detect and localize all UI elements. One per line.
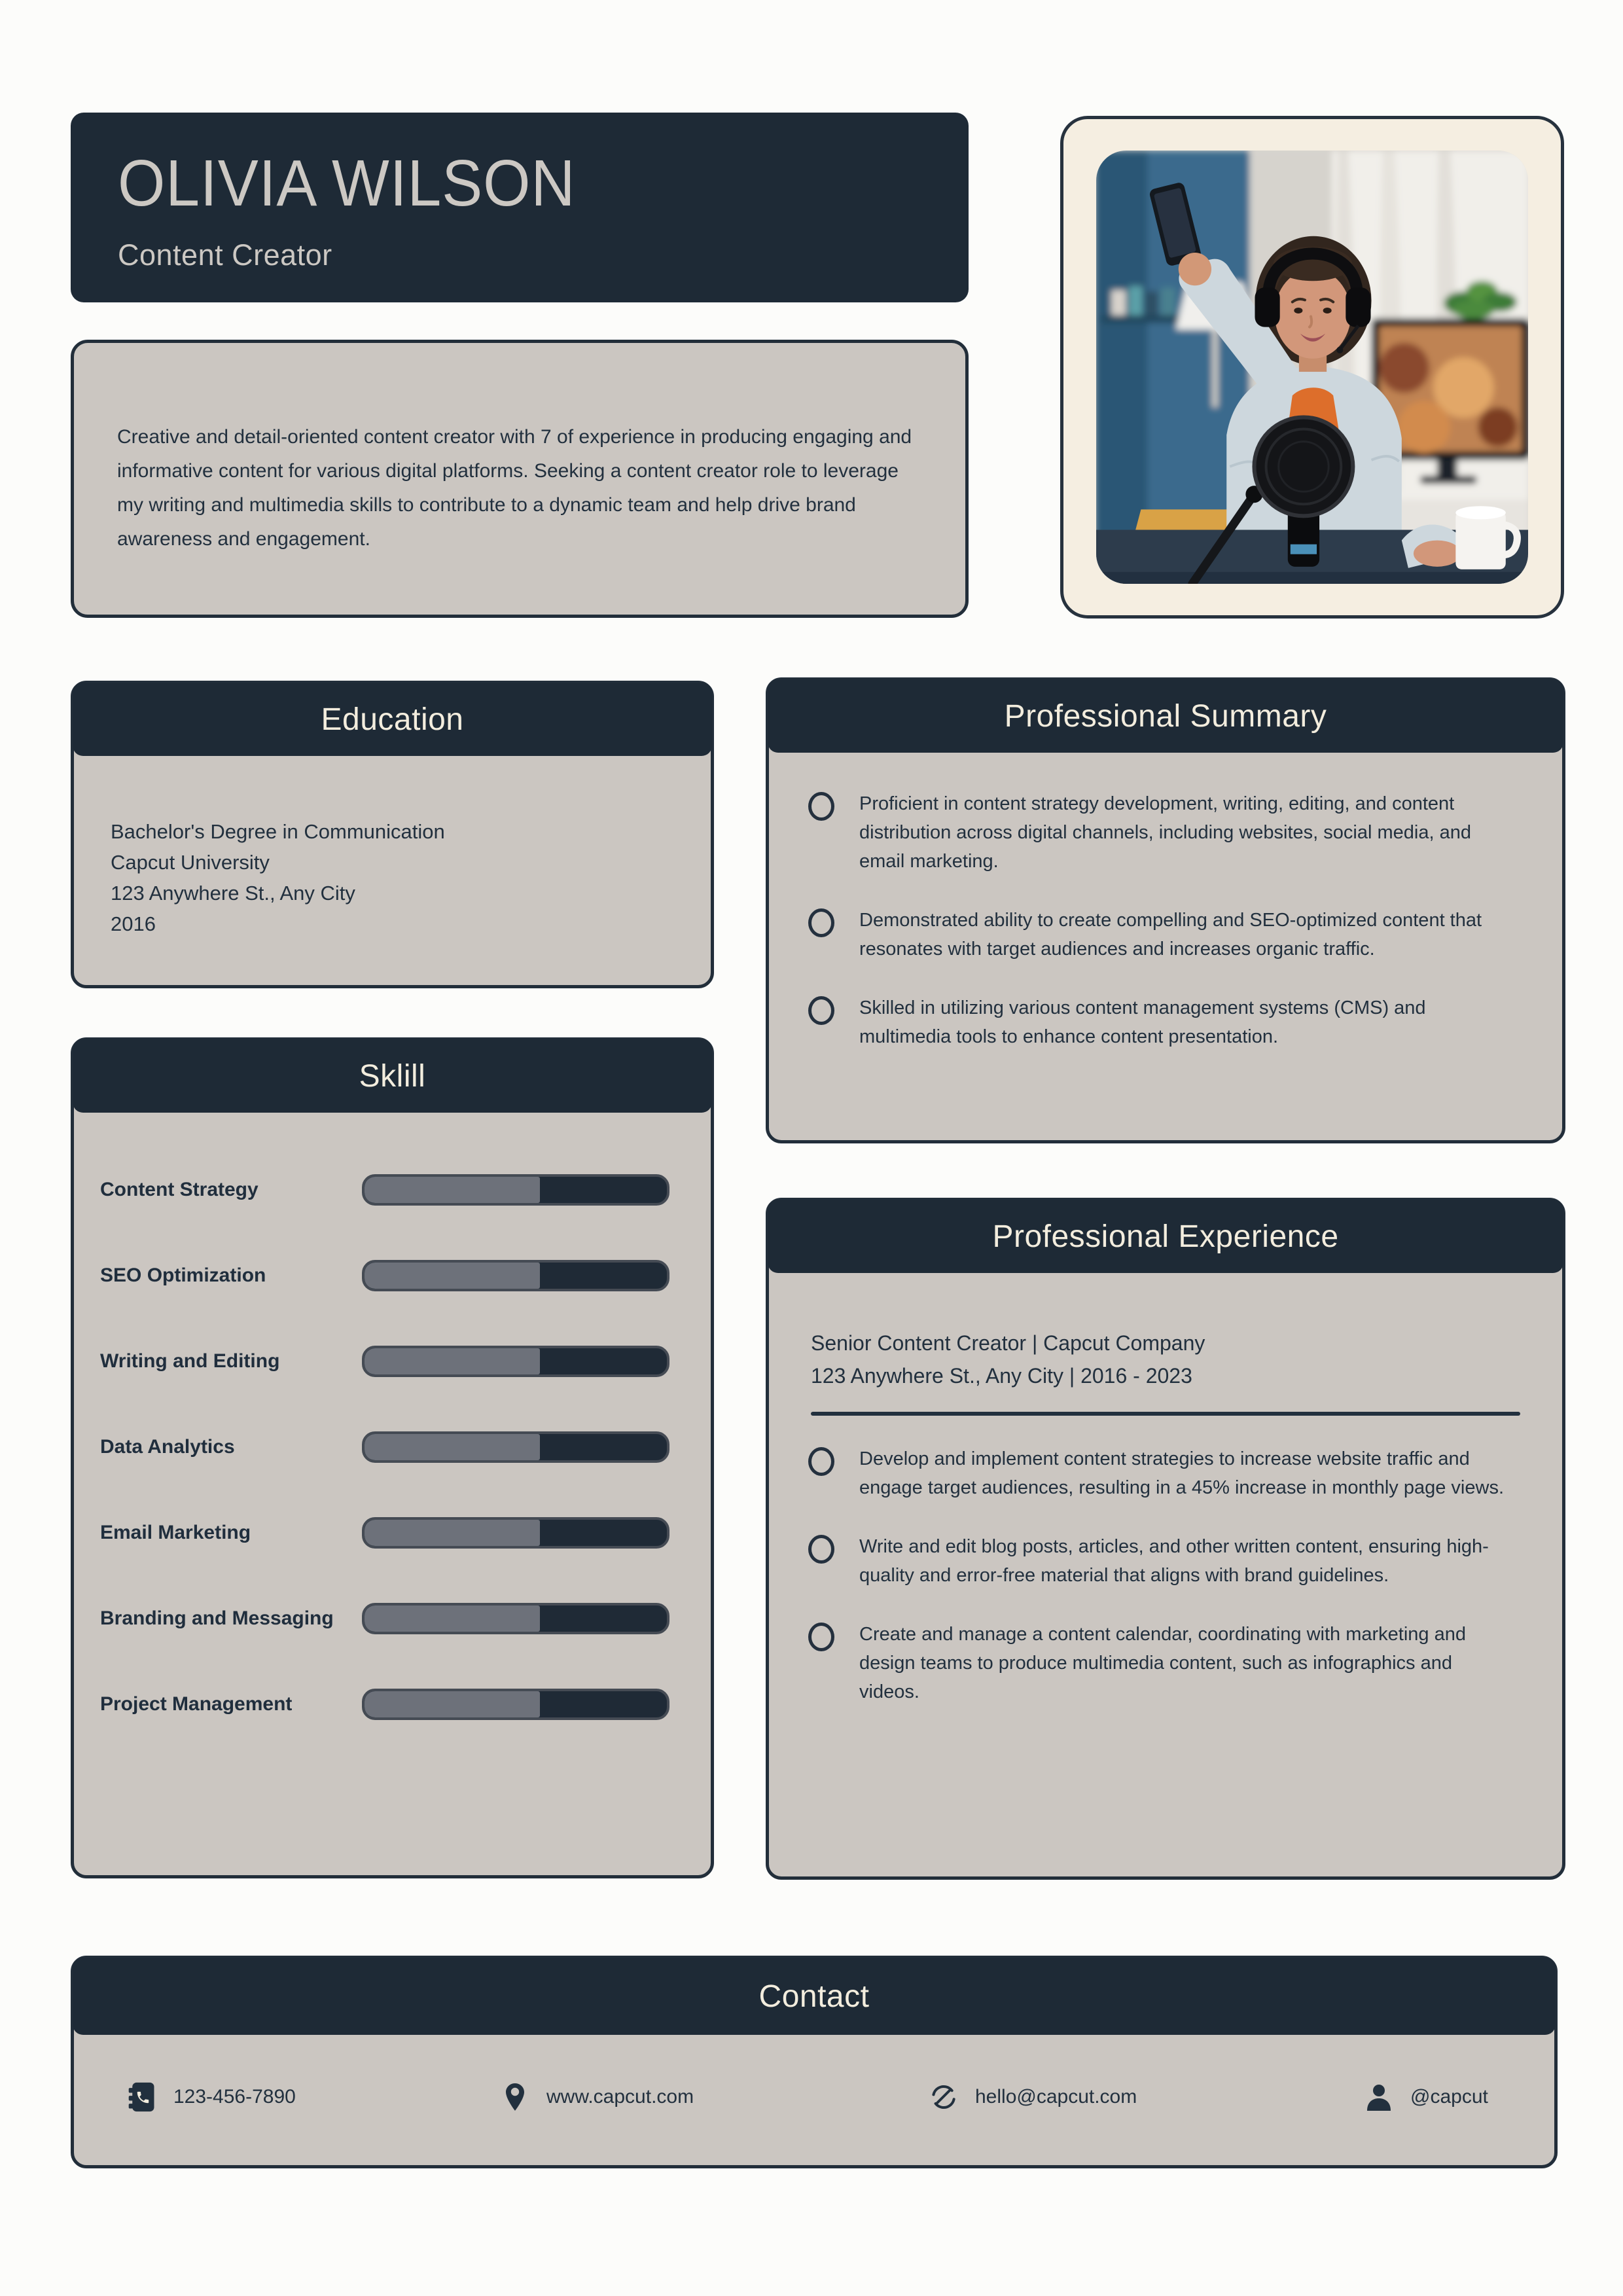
bullet-circle-icon	[808, 1535, 834, 1564]
experience-bullets	[769, 1416, 1562, 1706]
photo-illustration	[1096, 151, 1528, 584]
location-icon	[499, 2081, 531, 2113]
skill-bar-fill	[365, 1348, 540, 1374]
skill-bar	[362, 1346, 669, 1377]
skill-bar	[362, 1174, 669, 1206]
education-degree: Bachelor's Degree in Communication	[111, 820, 445, 843]
experience-role-block	[769, 1273, 1562, 1392]
experience-bullet: Develop and implement content strategies to increase website traffic and engage target audiences, resulting in a 45% increase in monthly page views.	[808, 1444, 1528, 1502]
professional-summary-header	[768, 679, 1563, 753]
contact-handle-text: @capcut	[1410, 2086, 1488, 2108]
skill-row: Writing and Editing	[74, 1318, 711, 1404]
contact-header	[73, 1958, 1556, 2035]
about-card	[71, 340, 969, 618]
professional-summary-bullets	[769, 753, 1562, 1051]
person-name: OLIVIA WILSON	[118, 147, 576, 220]
skill-bar-fill	[365, 1520, 540, 1546]
skills-list	[74, 1113, 711, 1747]
skill-bar	[362, 1517, 669, 1549]
skill-bar-fill	[365, 1605, 540, 1632]
experience-role-line: Senior Content Creator | Capcut Company	[811, 1331, 1205, 1355]
phone-icon	[126, 2081, 158, 2113]
experience-bullet: Write and edit blog posts, articles, and other written content, ensuring high-quality and error-free material that aligns with brand guidelines.	[808, 1532, 1528, 1590]
skills-title: Sklill	[359, 1058, 426, 1094]
profile-photo	[1096, 151, 1528, 584]
education-title: Education	[321, 702, 464, 737]
user-icon	[1363, 2081, 1395, 2113]
skill-row: Data Analytics	[74, 1404, 711, 1490]
about-text: Creative and detail-oriented content creator with 7 of experience in producing engaging and informative content for various digital platforms. Seeking a content creator role to leverage my writing and multimedia skills to contribute to a dynamic team and help drive brand awareness and engagement.	[117, 426, 912, 550]
summary-bullet: Skilled in utilizing various content management systems (CMS) and multimedia tools to enhance content presentation.	[808, 994, 1528, 1051]
contact-website-text: www.capcut.com	[546, 2086, 694, 2108]
skills-card	[71, 1037, 714, 1878]
skill-bar	[362, 1431, 669, 1463]
headphone-cup-left	[1255, 287, 1279, 327]
experience-card	[766, 1198, 1565, 1880]
experience-location-line: 123 Anywhere St., Any City | 2016 - 2023	[811, 1364, 1192, 1388]
contact-card	[71, 1956, 1558, 2168]
education-card	[71, 681, 714, 988]
bullet-circle-icon	[808, 792, 834, 821]
bullet-circle-icon	[808, 908, 834, 937]
education-header	[73, 683, 712, 756]
contact-phone-text: 123-456-7890	[173, 2086, 296, 2108]
skill-row: Project Management	[74, 1661, 711, 1747]
person-role: Content Creator	[118, 238, 332, 272]
contact-item-phone	[126, 2081, 296, 2113]
experience-header	[768, 1200, 1563, 1273]
summary-bullet: Demonstrated ability to create compelling and SEO-optimized content that resonates with target audiences and increases organic traffic.	[808, 906, 1528, 963]
contact-title: Contact	[758, 1979, 870, 2014]
skill-row: Email Marketing	[74, 1490, 711, 1575]
contact-body	[74, 2035, 1554, 2159]
bullet-circle-icon	[808, 1623, 834, 1651]
link-icon	[928, 2081, 959, 2113]
skill-row: SEO Optimization	[74, 1232, 711, 1318]
skill-bar	[362, 1689, 669, 1720]
contact-email-text: hello@capcut.com	[975, 2086, 1137, 2108]
contact-item-handle	[1363, 2081, 1488, 2113]
skill-row: Branding and Messaging	[74, 1575, 711, 1661]
skill-bar-fill	[365, 1263, 540, 1289]
skill-bar	[362, 1603, 669, 1634]
education-address: 123 Anywhere St., Any City	[111, 882, 355, 905]
experience-title: Professional Experience	[992, 1219, 1339, 1254]
profile-photo-card	[1060, 116, 1564, 619]
skill-bar-fill	[365, 1177, 540, 1203]
bullet-circle-icon	[808, 996, 834, 1025]
skill-bar	[362, 1260, 669, 1291]
education-year: 2016	[111, 912, 156, 935]
education-school: Capcut University	[111, 851, 270, 874]
contact-item-website	[499, 2081, 694, 2113]
skill-row: Content Strategy	[74, 1147, 711, 1232]
education-body	[74, 756, 711, 939]
name-header-card	[71, 113, 969, 302]
skill-bar-fill	[365, 1434, 540, 1460]
skills-header	[73, 1039, 712, 1113]
experience-bullet: Create and manage a content calendar, coordinating with marketing and design teams to produce multimedia content, such as infographics and videos.	[808, 1620, 1528, 1706]
hand	[1414, 541, 1461, 567]
professional-summary-title: Professional Summary	[1004, 698, 1327, 734]
headphone-cup-right	[1346, 287, 1370, 327]
professional-summary-card	[766, 677, 1565, 1143]
bullet-circle-icon	[808, 1447, 834, 1476]
contact-item-email	[928, 2081, 1137, 2113]
summary-bullet: Proficient in content strategy development, writing, editing, and content distribution across digital channels, including websites, social media, and email marketing.	[808, 789, 1528, 876]
skill-bar-fill	[365, 1691, 540, 1717]
